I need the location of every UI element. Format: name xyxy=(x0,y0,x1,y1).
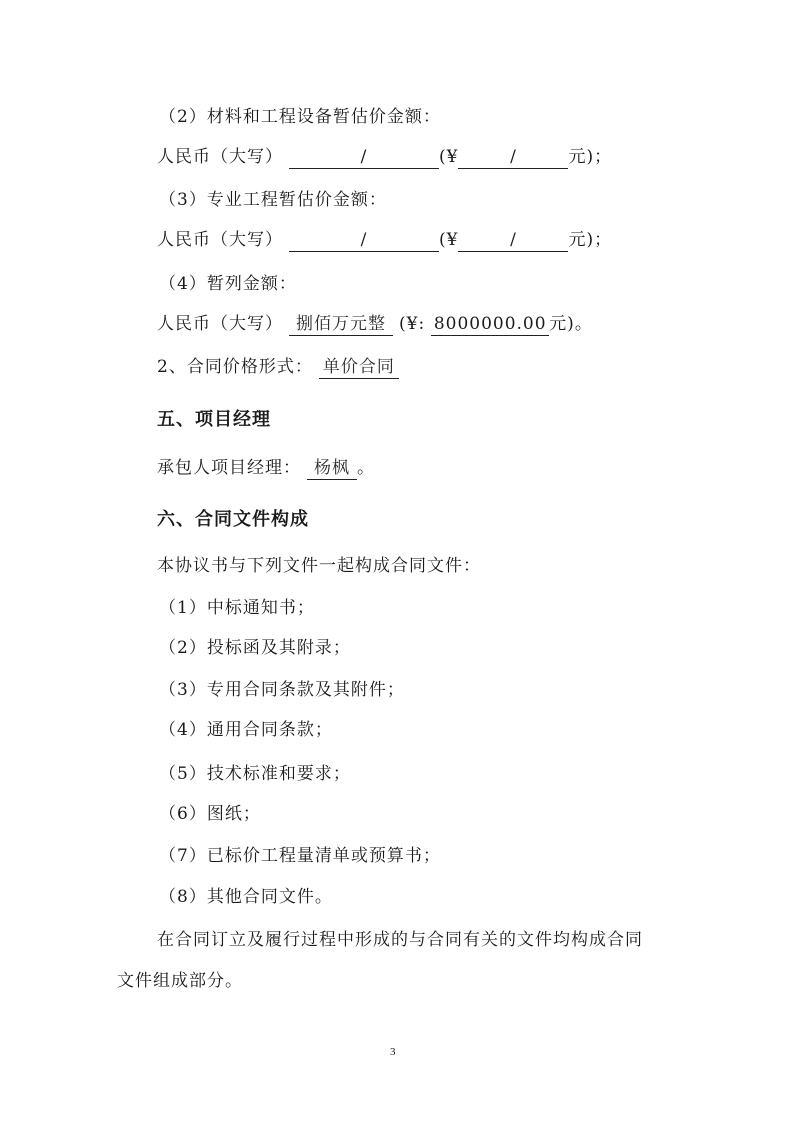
doc-item: （8）其他合同文件。 xyxy=(159,887,333,907)
yuan-close: 元)； xyxy=(568,230,613,250)
pm-name: 杨枫 xyxy=(307,457,357,480)
contract-form-label: 2、合同价格形式： xyxy=(157,357,313,377)
section-6-heading: 六、合同文件构成 xyxy=(157,509,309,530)
contract-form-value: 单价合同 xyxy=(319,356,399,379)
provisional-amount-words: 捌佰万元整 xyxy=(289,313,393,336)
doc-item: （1）中标通知书； xyxy=(159,598,315,618)
doc-item: （7）已标价工程量清单或预算书； xyxy=(159,846,441,866)
project-manager-line xyxy=(157,457,375,480)
special-label: （3）专业工程暂估价金额： xyxy=(159,190,387,210)
doc-item: （4）通用合同条款； xyxy=(159,720,333,740)
yen-open: (¥ xyxy=(439,147,459,167)
doc-item: （5）技术标准和要求； xyxy=(159,764,351,784)
yuan-close: 元)。 xyxy=(549,314,593,334)
pm-end: 。 xyxy=(357,458,375,478)
closing-paragraph-line-2: 文件组成部分。 xyxy=(117,971,243,991)
rmb-label: 人民币（大写） xyxy=(157,314,283,334)
doc-item: （3）专用合同条款及其附件； xyxy=(159,680,405,700)
special-amount-number: / xyxy=(458,229,568,252)
materials-amount-number: / xyxy=(458,146,568,169)
special-amount-words: / xyxy=(289,229,439,252)
yen-open: (¥: xyxy=(399,314,426,334)
contract-form-line xyxy=(157,356,399,379)
yuan-close: 元)； xyxy=(568,147,613,167)
yen-open: (¥ xyxy=(439,230,459,250)
materials-amount-line xyxy=(157,146,612,169)
doc-item: （6）图纸； xyxy=(159,804,261,824)
provisional-amount-line xyxy=(157,313,593,336)
page-number: 3 xyxy=(390,1046,396,1058)
provisional-label: （4）暂列金额： xyxy=(159,274,297,294)
rmb-label: 人民币（大写） xyxy=(157,147,283,167)
materials-label: （2）材料和工程设备暂估价金额： xyxy=(159,107,441,127)
materials-amount-words: / xyxy=(289,146,439,169)
special-amount-line xyxy=(157,229,612,252)
section-5-heading: 五、项目经理 xyxy=(157,409,271,430)
pm-label: 承包人项目经理： xyxy=(157,458,301,478)
provisional-amount-number: 8000000.00 xyxy=(431,313,549,336)
section-6-intro: 本协议书与下列文件一起构成合同文件： xyxy=(157,556,481,576)
rmb-label: 人民币（大写） xyxy=(157,230,283,250)
closing-paragraph-line-1: 在合同订立及履行过程中形成的与合同有关的文件均构成合同 xyxy=(157,930,643,950)
doc-item: （2）投标函及其附录； xyxy=(159,638,351,658)
